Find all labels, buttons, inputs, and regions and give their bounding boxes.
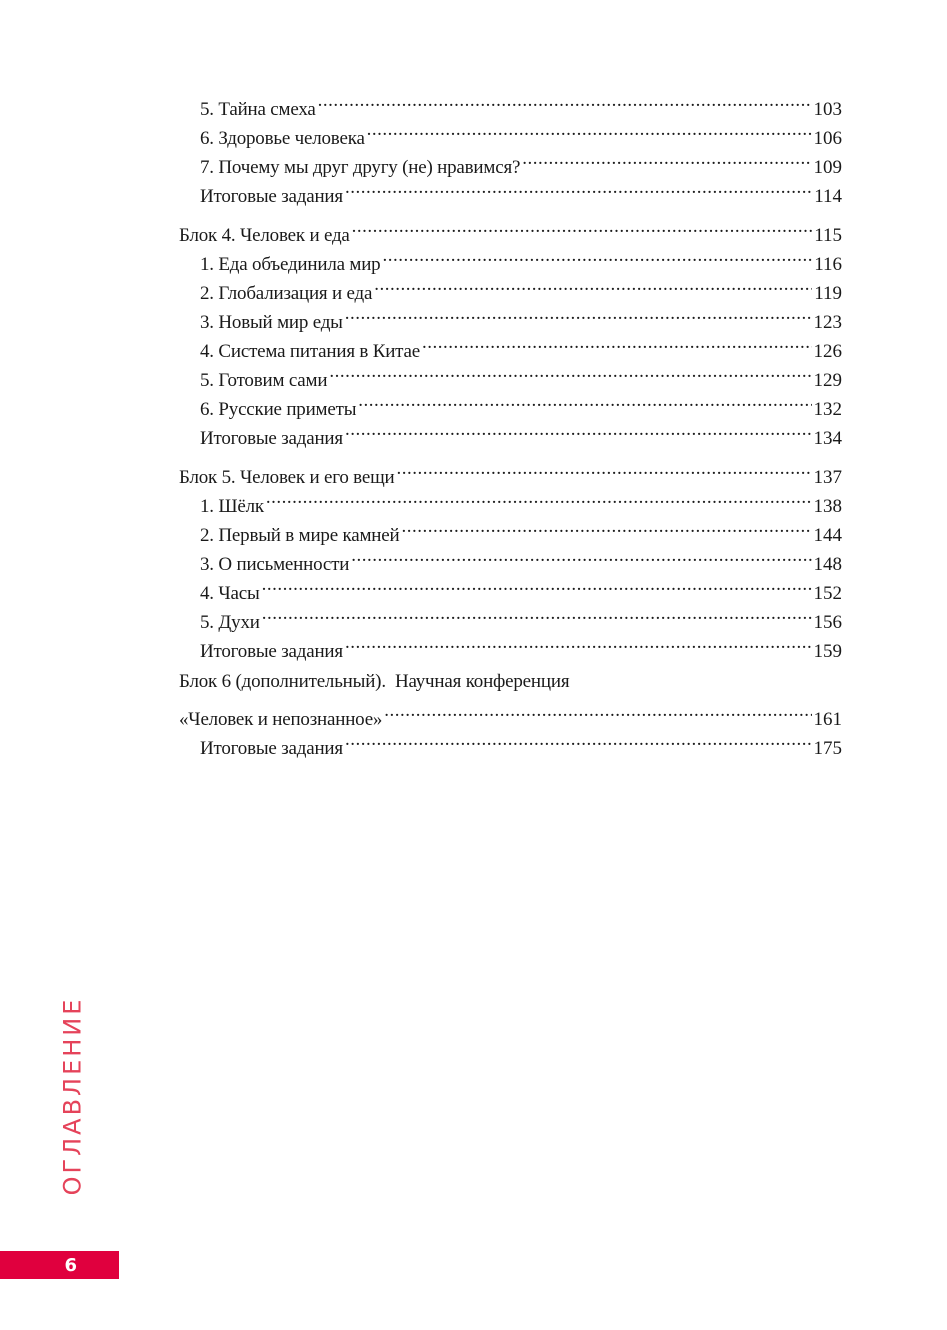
dot-leader [262,599,812,628]
dot-leader [262,570,812,599]
toc-entry-page: 116 [814,254,842,275]
toc-block-heading[interactable] [179,212,842,246]
toc-entry-page: 138 [813,496,842,517]
toc-entry-page: 129 [813,370,842,391]
dot-leader [382,241,812,270]
dot-leader [367,115,812,144]
page-number: 6 [64,1254,77,1276]
toc-entry-page: 132 [813,399,842,420]
toc-entry-title: 6. Здоровье человека [200,128,365,149]
toc-entry-page: 115 [814,225,842,246]
section-side-label-text: ОГЛАВЛЕНИЕ [58,996,86,1196]
toc-entry-page: 123 [813,312,842,333]
dot-leader [351,541,811,570]
toc-entry-title: 5. Духи [200,612,260,633]
dot-leader [396,454,811,483]
toc-entry-page: 152 [813,583,842,604]
dot-leader [522,144,811,173]
toc-entry-page: 114 [814,186,842,207]
toc-entry-page: 144 [813,525,842,546]
toc-entry[interactable] [179,599,842,633]
toc-entry[interactable] [179,570,842,604]
page-number-tab [0,1251,119,1279]
toc-block-heading-continuation[interactable] [179,696,842,730]
toc-entry[interactable] [179,628,842,662]
toc-entry-title: 1. Еда объединила мир [200,254,381,275]
toc-entry-page: 126 [813,341,842,362]
dot-leader [374,270,812,299]
toc-entry-page: 161 [813,709,842,730]
toc-entry-title: «Человек и непознанное» [179,709,383,730]
toc-entry-page: 137 [813,467,842,488]
toc-entry-page: 134 [813,428,842,449]
toc-entry-title: 5. Готовим сами [200,370,328,391]
toc-entry-title: 7. Почему мы друг другу (не) нравимся? [200,157,521,178]
toc-entry-title: 5. Тайна смеха [200,99,316,120]
toc-entry-title: 4. Часы [200,583,260,604]
dot-leader [345,299,812,328]
toc-entry-page: 175 [813,738,842,759]
toc-entry-title: 4. Система питания в Китае [200,341,420,362]
toc-block-heading[interactable] [179,667,842,696]
toc-entry-title: 2. Первый в мире камней [200,525,400,546]
table-of-contents [179,86,842,759]
toc-entry-page: 106 [813,128,842,149]
section-side-label [53,985,91,1207]
toc-entry-title: Итоговые задания [200,738,343,759]
toc-entry-title: 1. Шёлк [200,496,264,517]
dot-leader [358,386,811,415]
toc-entry-page: 156 [813,612,842,633]
dot-leader [352,212,813,241]
dot-leader [345,173,812,202]
dot-leader [345,415,812,444]
dot-leader [384,696,811,725]
toc-entry-title: 3. Новый мир еды [200,312,343,333]
toc-entry-title: Блок 6 (дополнительный). Научная конференция [179,671,570,692]
toc-entry-title: Итоговые задания [200,428,343,449]
toc-entry-page: 109 [813,157,842,178]
toc-entry-page: 119 [814,283,842,304]
toc-entry[interactable] [179,483,842,517]
toc-entry-title: Итоговые задания [200,186,343,207]
dot-leader [401,512,811,541]
toc-entry[interactable] [179,512,842,546]
toc-entry-title: 2. Глобализация и еда [200,283,373,304]
toc-entry-page: 103 [813,99,842,120]
dot-leader [318,86,812,115]
toc-entry[interactable] [179,86,842,120]
toc-entry-title: Блок 5. Человек и его вещи [179,467,395,488]
dot-leader [422,328,812,357]
dot-leader [329,357,811,386]
dot-leader [345,725,812,754]
toc-entry-page: 148 [813,554,842,575]
toc-entry-title: Итоговые задания [200,641,343,662]
toc-entry-title: 3. О письменности [200,554,350,575]
toc-block-heading[interactable] [179,454,842,488]
toc-entry-title: Блок 4. Человек и еда [179,225,350,246]
dot-leader [345,628,812,657]
dot-leader [266,483,812,512]
toc-entry-page: 159 [813,641,842,662]
toc-entry-title: 6. Русские приметы [200,399,357,420]
